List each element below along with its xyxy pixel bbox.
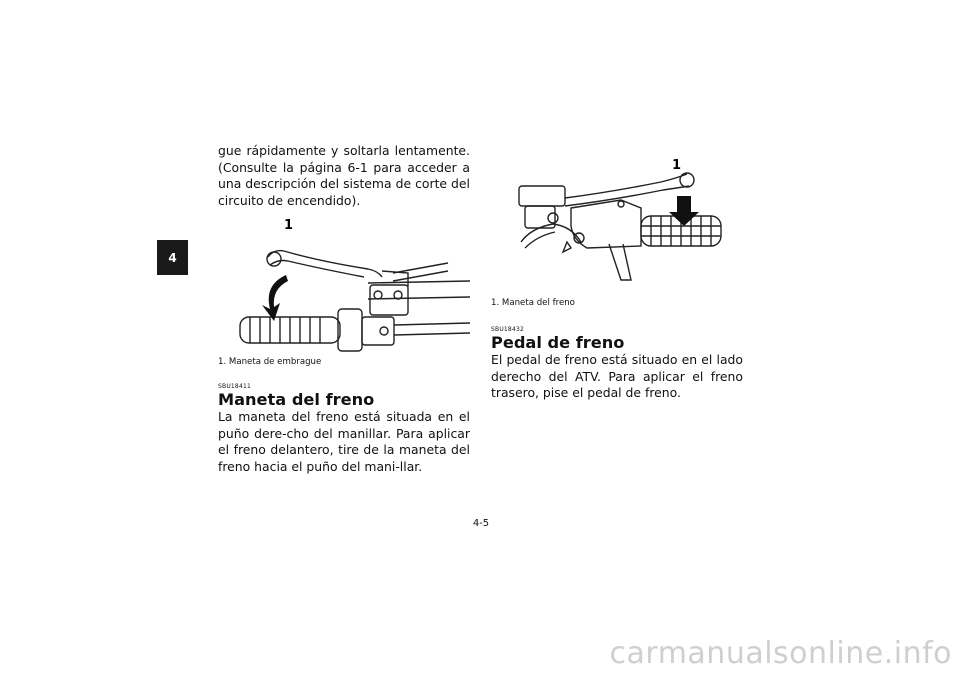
right-column	[491, 152, 743, 402]
chapter-tab-label: 4	[168, 250, 177, 265]
push-arrow-icon	[669, 196, 699, 226]
left-column	[218, 143, 470, 475]
brake-lever-figure	[491, 152, 743, 294]
clutch-lever-figure	[218, 213, 470, 356]
brake-lever-illustration	[491, 152, 743, 294]
chapter-tab	[157, 240, 188, 275]
figure-callout: 1	[672, 158, 682, 173]
section-heading: Maneta del freno	[218, 390, 375, 409]
section-paragraph: La maneta del freno está situada en el puño dere-cho del manillar. Para aplicar el freno delantero, tire de la maneta del freno hacia el puño del mani-llar.	[218, 409, 470, 474]
figure-callout: 1	[284, 218, 294, 233]
clutch-lever-illustration	[218, 213, 470, 356]
section-paragraph: El pedal de freno está situado en el lado derecho del ATV. Para aplicar el freno trasero, pise el pedal de freno.	[491, 352, 743, 400]
pull-arrow-icon	[262, 275, 288, 321]
figure-caption: 1. Maneta del freno	[491, 298, 575, 308]
section-code: SBU18411	[218, 383, 252, 390]
section-code: SBU18432	[491, 326, 525, 333]
section-heading: Pedal de freno	[491, 333, 625, 352]
page-number: 4-5	[472, 518, 490, 529]
figure-caption: 1. Maneta de embrague	[218, 357, 322, 367]
intro-paragraph: gue rápidamente y soltarla lentamente. (Consulte la página 6-1 para acceder a una descripción del sistema de corte del circuito de encendido).	[218, 143, 470, 208]
watermark[interactable]: carmanualsonline.info	[609, 636, 952, 671]
